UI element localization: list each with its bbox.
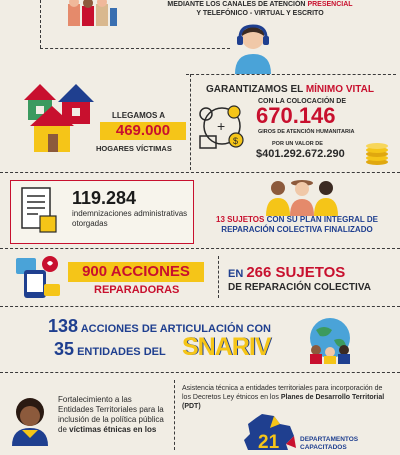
- indem-number: 119.284: [72, 188, 137, 208]
- fortal-text: Fortalecimiento a las Entidades Territoriales para la inclusión de la política pública de: [58, 395, 164, 434]
- divider-2-vertical: [190, 74, 191, 170]
- houses-icon: [20, 76, 102, 154]
- homes-number: 469.000: [100, 122, 186, 140]
- sujetos13-number: 13 SUJETOS: [216, 215, 265, 224]
- social-media-icon: [14, 254, 62, 300]
- minimo-valor-label: POR UN VALOR DE: [272, 141, 323, 147]
- svg-text:$: $: [233, 136, 239, 146]
- fortal-bold: víctimas étnicas en los: [69, 425, 157, 434]
- minimo-sub: CON LA COLOCACIÓN DE: [258, 98, 347, 105]
- divider-6: [0, 306, 400, 307]
- minimo-title-bold: MÍNIMO VITAL: [305, 84, 374, 95]
- minimo-title: [206, 84, 374, 95]
- acciones-sub: REPARADORAS: [94, 284, 180, 296]
- globe-people-icon: [304, 316, 356, 364]
- channels-text: [150, 0, 370, 18]
- channels-line1-bold: PRESENCIAL: [307, 1, 353, 8]
- coins-icon: [364, 142, 390, 166]
- divider-1: [186, 74, 396, 75]
- sujetos13-rest: CON SU PLAN INTEGRAL DE REPARACIÓN COLECTIVA FINALIZADO: [221, 215, 378, 234]
- sujetos266-number: 266 SUJETOS: [246, 264, 346, 281]
- snariv-n1: 138: [48, 316, 79, 336]
- minimo-number: 670.146: [256, 103, 336, 128]
- minimo-giros: GIROS DE ATENCIÓN HUMANITARIA: [258, 129, 355, 135]
- depto-label2: CAPACITADOS: [300, 444, 347, 451]
- snariv-line2: [54, 339, 166, 360]
- document-icon: [18, 186, 58, 236]
- sujetos13-text: [198, 215, 396, 235]
- divider-4: [0, 248, 400, 249]
- fortalecimiento-text: [58, 395, 168, 435]
- sujetos266-line: [228, 264, 345, 281]
- svg-text:+: +: [217, 118, 226, 134]
- minimo-title-pre: GARANTIZAMOS EL: [206, 84, 306, 95]
- channels-line1: MEDIANTE LOS CANALES DE ATENCIÓN: [167, 1, 308, 8]
- indem-text: indemnizaciones administrativas otorgadas: [72, 209, 188, 228]
- headset-agent-icon: [232, 22, 274, 74]
- asistencia-text: [182, 384, 392, 411]
- sujetos266-pre: EN: [228, 268, 247, 280]
- aid-network-icon: [196, 102, 248, 154]
- channels-line2: Y TELEFÓNICO - VIRTUAL Y ESCRITO: [196, 10, 324, 17]
- people-illustration: [66, 0, 118, 28]
- minimo-valor: $401.292.672.290: [256, 148, 345, 160]
- community-people-icon: [262, 176, 344, 216]
- depto-label1: DEPARTAMENTOS: [300, 436, 359, 443]
- snariv-t2: ENTIDADES DEL: [74, 346, 166, 358]
- sujetos266-sub: DE REPARACIÓN COLECTIVA: [228, 282, 371, 293]
- asistencia-text-main: Asistencia técnica a entidades territoriales para incorporación de los Decretos Ley étnicos en los: [182, 385, 383, 401]
- snariv-t1: ACCIONES DE ARTICULACIÓN CON: [78, 323, 271, 335]
- snariv-n2: 35: [54, 339, 75, 359]
- woman-avatar-icon: [8, 396, 52, 446]
- top-divider-bottom: [40, 48, 230, 49]
- asistencia-bold: Planes de Desarrollo Territorial (PDT): [182, 394, 385, 410]
- divider-5-vertical: [218, 256, 219, 298]
- top-divider: [40, 0, 41, 48]
- divider-8-vertical: [174, 380, 175, 450]
- homes-pre: LLEGAMOS A: [112, 111, 166, 120]
- snariv-logo: SNARIV: [182, 333, 271, 361]
- depto-number: 21: [258, 432, 280, 453]
- divider-3: [0, 172, 400, 173]
- acciones-number: 900 ACCIONES: [68, 262, 204, 282]
- homes-post: HOGARES VÍCTIMAS: [96, 144, 172, 153]
- divider-7: [0, 372, 400, 373]
